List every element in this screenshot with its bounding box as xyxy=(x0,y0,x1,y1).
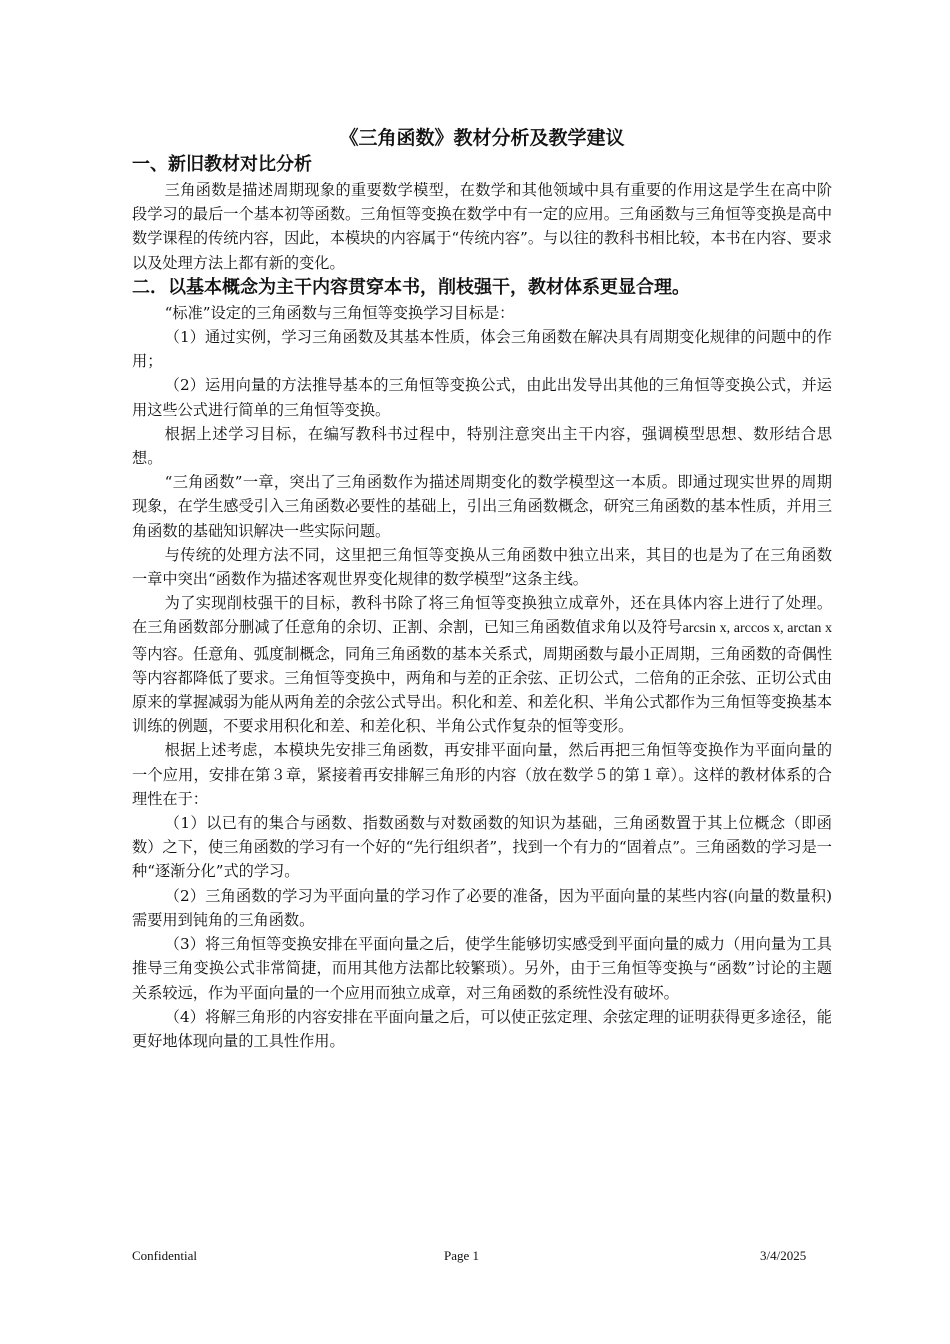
paragraph-reason-4: （4）将解三角形的内容安排在平面向量之后，可以使正弦定理、余弦定理的证明获得更多途径，能更好地体现向量的工具性作用。 xyxy=(132,1007,832,1050)
footer-page-number: Page 1 xyxy=(444,1248,480,1263)
paragraph-arrangement: 根据上述考虑，本模块先安排三角函数，再安排平面向量，然后再把三角恒等变换作为平面向量的一个应用，安排在第３章，紧接着再安排解三角形的内容（放在数学５的第１章）。这样的教材体系的合理性在于： xyxy=(132,741,832,808)
footer-date: 3/4/2025 xyxy=(760,1248,807,1263)
paragraph-traditional-approach: 与传统的处理方法不同，这里把三角恒等变换从三角函数中独立出来，其目的也是为了在三角函数一章中突出“函数作为描述客观世界变化规律的数学模型”这条主线。 xyxy=(132,545,832,589)
paragraph-pruning-text-a: 为了实现削枝强干的目标，教科书除了将三角恒等变换独立成章外，还在具体内容上进行了处理。在三角函数部分删减了任意角的余切、正割、余割，已知三角函数值求角以及符号 xyxy=(132,594,832,637)
section-heading-structure: 二．以基本概念为主干内容贯穿本书，削枝强干，教材体系更显合理。 xyxy=(132,276,690,298)
paragraph-reason-2: （2）三角函数的学习为平面向量的学习作了必要的准备，因为平面向量的某些内容(向量的数量积)需要用到钝角的三角函数。 xyxy=(132,886,832,929)
paragraph-comparison: 三角函数是描述周期现象的重要数学模型，在数学和其他领域中具有重要的作用这是学生在高中阶段学习的最后一个基本初等函数。三角恒等变换在数学中有一定的应用。三角函数与三角恒等变换是高中数学课程的传统内容，因此，本模块的内容属于“传统内容”。与以往的教科书相比较，本书在内容、要求以及处理方法上都有新的变化。 xyxy=(132,181,832,272)
paragraph-goal-1: （1）通过实例，学习三角函数及其基本性质，体会三角函数在解决具有周期变化规律的问题中的作用； xyxy=(132,328,832,371)
paragraph-chapter-emphasis: “三角函数”一章，突出了三角函数作为描述周期变化的数学模型这一本质。即通过现实世界的周期现象，在学生感受引入三角函数必要性的基础上，引出三角函数概念，研究三角函数的基本性质，并用三角函数的基础知识解决一些实际问题。 xyxy=(132,473,832,540)
paragraph-reason-3: （3）将三角恒等变换安排在平面向量之后，使学生能够切实感受到平面向量的威力（用向量为工具推导三角变换公式非常简捷，而用其他方法都比较繁琐）。另外，由于三角恒等变换与“函数”讨论的主题关系较远，作为平面向量的一个应用而独立成章，对三角函数的系统性没有破坏。 xyxy=(132,935,832,1002)
paragraph-standard-goals: “标准”设定的三角函数与三角恒等变换学习目标是： xyxy=(164,303,515,322)
inverse-trig-notation: arcsin x, arccos x, arctan x xyxy=(682,621,833,637)
paragraph-goal-2: （2）运用向量的方法推导基本的三角恒等变换公式，由此出发导出其他的三角恒等变换公式，并运用这些公式进行简单的三角恒等变换。 xyxy=(132,376,832,419)
section-heading-comparison: 一、新旧教材对比分析 xyxy=(132,154,312,175)
paragraph-pruning xyxy=(132,591,832,738)
paragraph-writing-basis: 根据上述学习目标，在编写教科书过程中，特别注意突出主干内容，强调模型思想、数形结合思想。 xyxy=(132,424,832,468)
document-title: 《三角函数》教材分析及教学建议 xyxy=(339,127,625,149)
paragraph-reason-1: （1）以已有的集合与函数、指数函数与对数函数的知识为基础，三角函数置于其上位概念（即函数）之下，使三角函数的学习有一个好的“先行组织者”，找到一个有力的“固着点”。三角函数的学习是一种“逐渐分化”式的学习。 xyxy=(132,814,832,881)
paragraph-pruning-text-b: 等内容。任意角、弧度制概念，同角三角函数的基本关系式，周期函数与最小正周期，三角函数的奇偶性等内容都降低了要求。三角恒等变换中，两角和与差的正余弦、正切公式，二倍角的正余弦、正切公式由原来的掌握减弱为能从两角差的余弦公式导出。积化和差、和差化积、半角公式都作为三角恒等变换基本训练的例题，不要求用积化和差、和差化积、半角公式作复杂的恒等变形。 xyxy=(132,644,832,736)
footer-confidential: Confidential xyxy=(132,1248,197,1263)
document-body xyxy=(132,124,832,1053)
